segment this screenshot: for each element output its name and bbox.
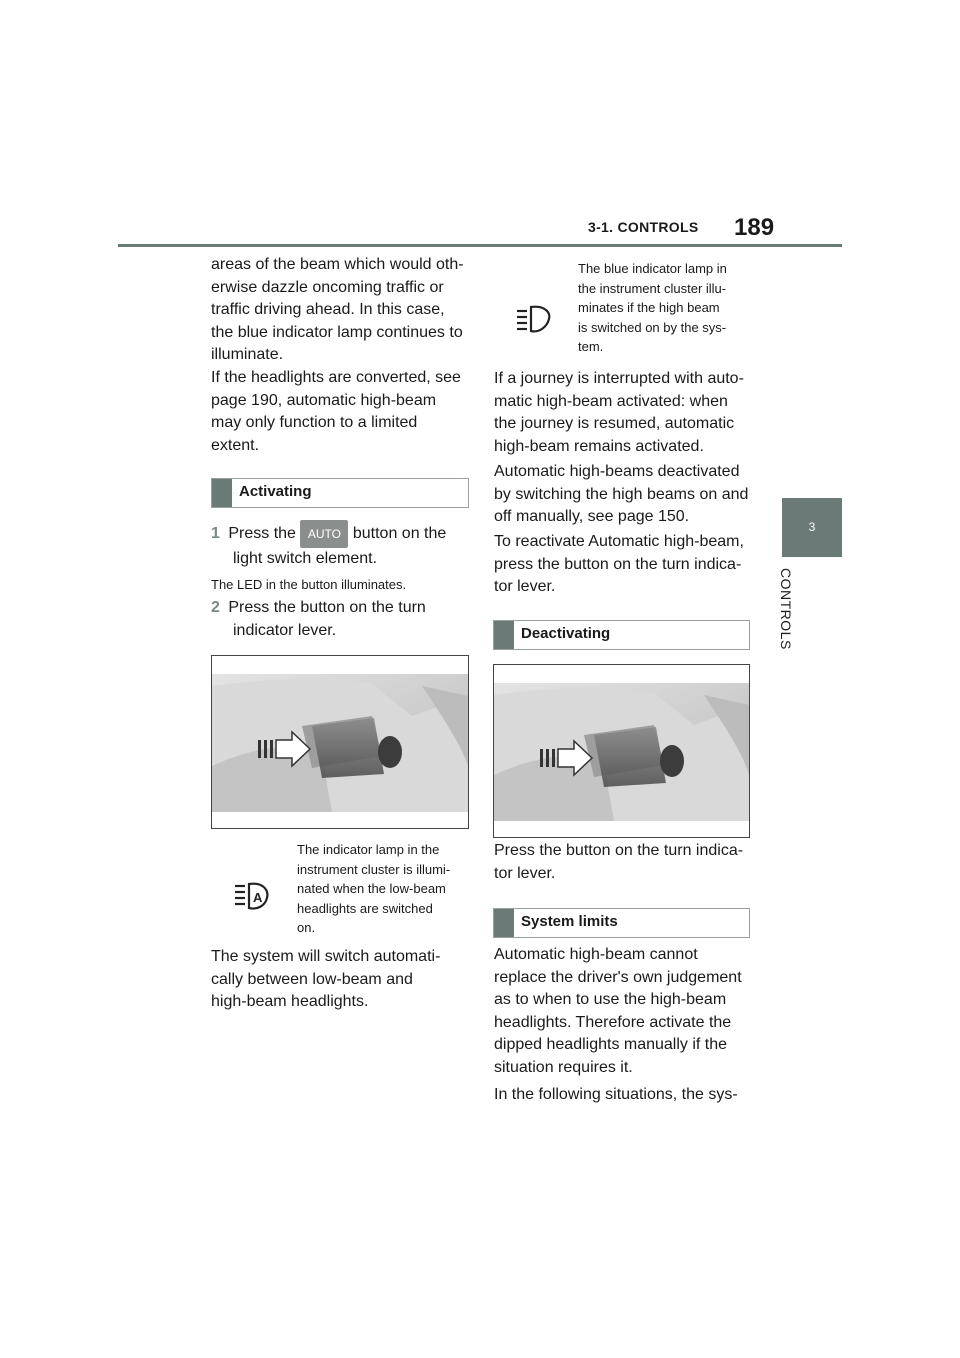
reactivate-paragraph: To reactivate Automatic high-beam, press the button on the turn indica- tor lever. xyxy=(494,533,744,595)
heading-system-limits: System limits xyxy=(493,908,750,938)
conversion-paragraph: If the headlights are converted, see page 190, automatic high-beam may only function to a limited extent. xyxy=(211,369,461,454)
switch-paragraph: The system will switch automati- cally between low-beam and high-beam headlights. xyxy=(211,948,441,1010)
following-paragraph: In the following situations, the sys- xyxy=(494,1086,738,1103)
turn-indicator-lever-illustration-2 xyxy=(494,665,749,837)
turn-indicator-lever-illustration xyxy=(212,656,468,828)
intro-paragraph xyxy=(211,254,476,367)
chapter-tab: 3 xyxy=(782,498,842,557)
step-1: 1 Press the AUTO button on the xyxy=(211,520,476,548)
page-number: 189 xyxy=(734,214,775,241)
high-beam-icon xyxy=(515,303,555,335)
section-title: 3-1. CONTROLS xyxy=(588,219,699,235)
svg-text:A: A xyxy=(253,890,263,905)
heading-activating: Activating xyxy=(211,478,469,508)
chapter-label xyxy=(758,568,818,668)
heading-deactivating: Deactivating xyxy=(493,620,750,650)
auto-button: AUTO xyxy=(300,520,348,548)
resume-paragraph: If a journey is interrupted with auto- matic high-beam activated: when the journey is resumed, automatic high-beam remains activated. xyxy=(494,370,744,455)
step-2: 2 Press the button on the turn indicator lever. xyxy=(211,599,426,639)
chapter-label-text: CONTROLS xyxy=(778,568,794,650)
high-beam-note: The blue indicator lamp in the instrument cluster illu- minates if the high beam is switched on by the sys- tem. xyxy=(578,261,727,354)
led-note: The LED in the button illuminates. xyxy=(211,577,407,592)
low-beam-note: The indicator lamp in the instrument cluster is illumi- nated when the low-beam headlights are switched on. xyxy=(297,842,451,935)
low-beam-auto-icon xyxy=(233,880,273,912)
lever-figure-2 xyxy=(493,664,750,838)
step-1-line2: light switch element. xyxy=(233,550,378,567)
limits-paragraph: Automatic high-beam cannot replace the driver's own judgement as to when to use the high-beam headlights. Therefore activate the dipped headlights manually if the situation requires it. xyxy=(494,946,742,1076)
deactivate-manual-paragraph: Automatic high-beams deactivated by switching the high beams on and off manually, see page 150. xyxy=(494,463,749,525)
intro-p1: areas of the beam which would oth- erwise dazzle oncoming traffic or traffic driving ahead. In this case, the blue indicator lamp continues to illuminate. xyxy=(211,256,464,363)
header-rule xyxy=(118,244,842,247)
press-paragraph: Press the button on the turn indica- tor lever. xyxy=(494,842,744,882)
lever-figure-1 xyxy=(211,655,469,829)
